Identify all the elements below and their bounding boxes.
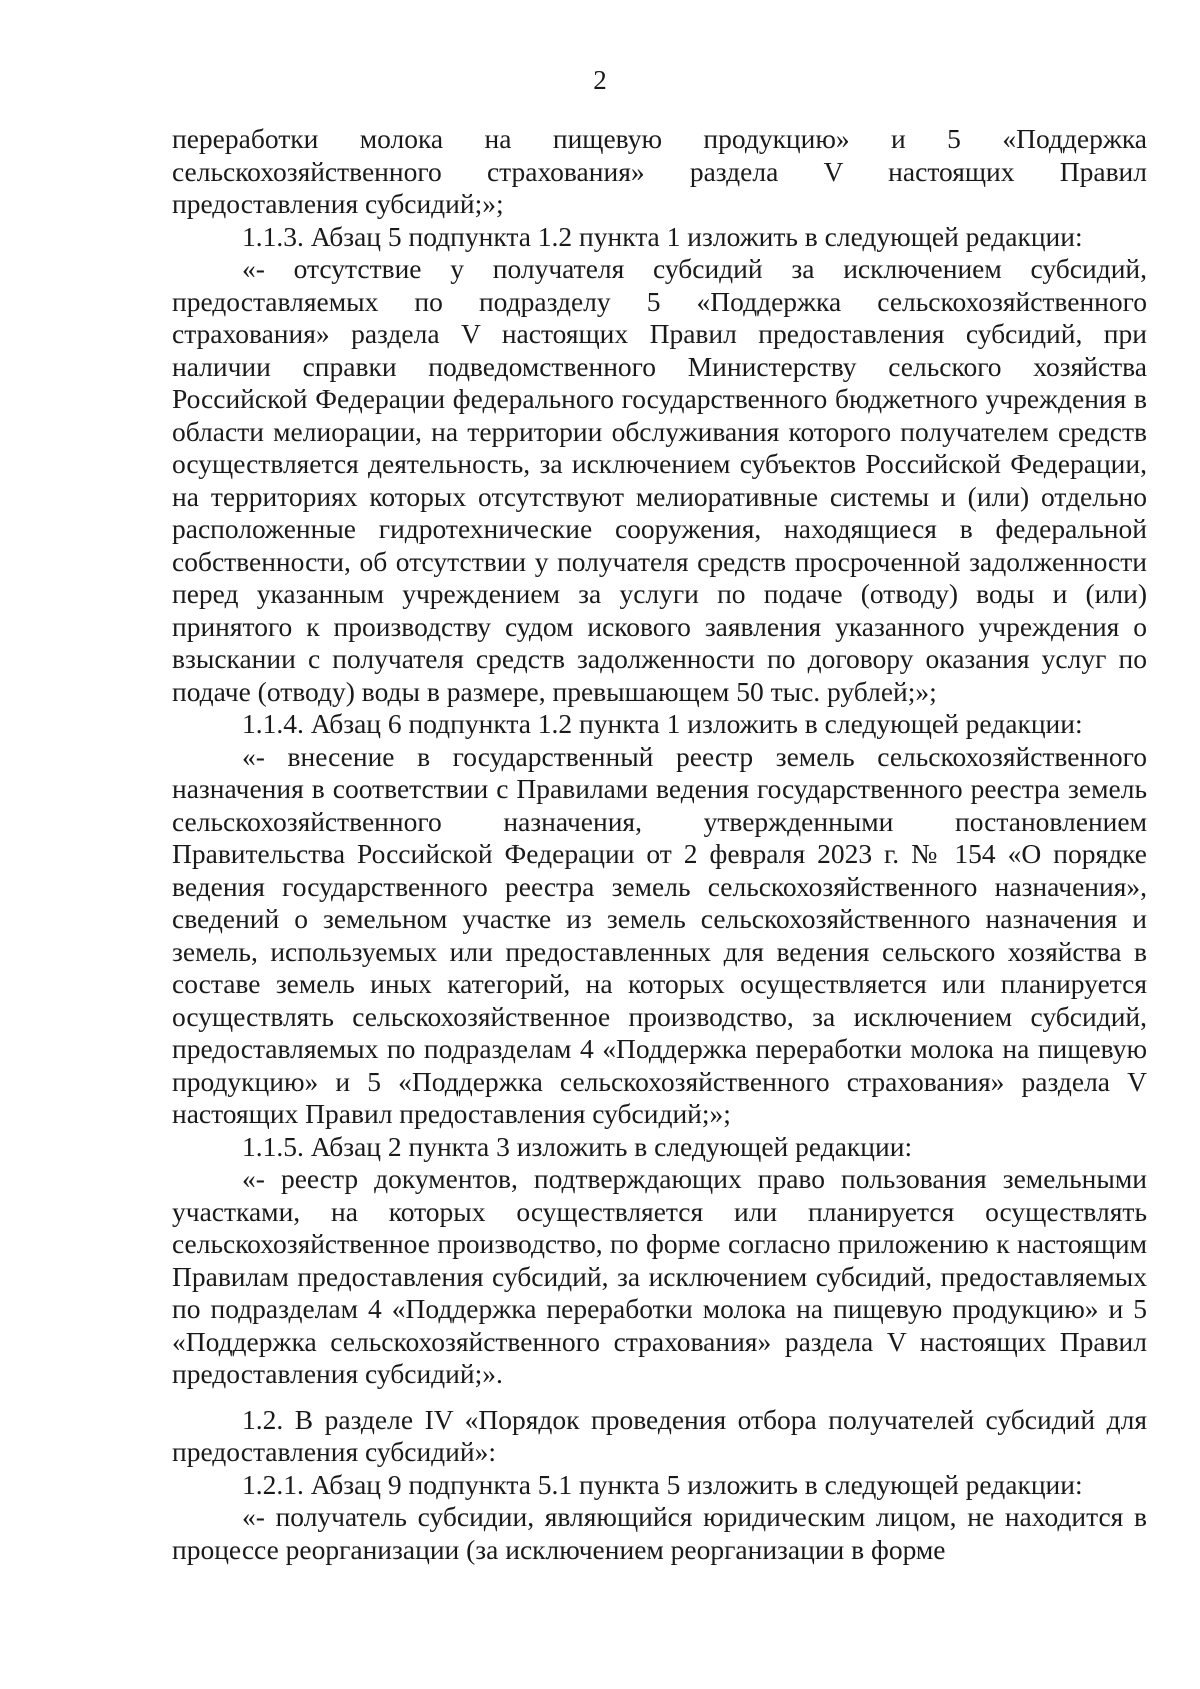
- paragraph-quote-absence-of-debt: «- отсутствие у получателя субсидий за исключением субсидий, предоставляемых по подразделу 5 «Поддержка сельскохозяйственного страхования» раздела V настоящих Правил предоставления субсидий, при наличии справки подведомственного Министерству сельского хозяйства Российской Федерации федерального государственного бюджетного учреждения в области мелиорации, на территории обслуживания которого получателем средств осуществляется деятельность, за исключением субъектов Российской Федерации, на территориях которых отсутствуют мелиоративные системы и (или) отдельно расположенные гидротехнические сооружения, находящиеся в федеральной собственности, об отсутствии у получателя средств просроченной задолженности перед указанным учреждением за услуги по подаче (отводу) воды и (или) принятого к производству судом искового заявления указанного учреждения о взыскании с получателя средств задолженности по договору оказания услуг по подаче (отводу) воды в размере, превышающем 50 тыс. рублей;»;: [172, 253, 1147, 707]
- paragraph-item-1-1-3: 1.1.3. Абзац 5 подпункта 1.2 пункта 1 изложить в следующей редакции:: [242, 220, 1083, 252]
- paragraph-quote-document-registry: «- реестр документов, подтверждающих право пользования земельными участками, на которых осуществляется или планируется осуществлять сельскохозяйственное производство, по форме согласно приложению к настоящим Правилам предоставления субсидий, за исключением субсидий, предоставляемых по подразделам 4 «Поддержка переработки молока на пищевую продукцию» и 5 «Поддержка сельскохозяйственного страхования» раздела V настоящих Правил предоставления субсидий;».: [172, 1163, 1147, 1389]
- paragraph-quote-reorganization: «- получатель субсидии, являющийся юридическим лицом, не находится в процессе реорганизации (за исключением реорганизации в форме: [172, 1501, 1147, 1565]
- paragraph-quote-land-registry: «- внесение в государственный реестр земель сельскохозяйственного назначения в соответствии с Правилами ведения государственного реестра земель сельскохозяйственного назначения, утвержденными постановлением Правительства Российской Федерации от 2 февраля 2023 г. № 154 «О порядке ведения государственного реестра земель сельскохозяйственного назначения», сведений о земельном участке из земель сельскохозяйственного назначения и земель, используемых или предоставленных для ведения сельского хозяйства в составе земель иных категорий, на которых осуществляется или планируется осуществлять сельскохозяйственное производство, за исключением субсидий, предоставляемых по подразделам 4 «Поддержка переработки молока на пищевую продукцию» и 5 «Поддержка сельскохозяйственного страхования» раздела V настоящих Правил предоставления субсидий;»;: [172, 740, 1147, 1129]
- paragraph-item-1-1-4: 1.1.4. Абзац 6 подпункта 1.2 пункта 1 изложить в следующей редакции:: [242, 708, 1083, 739]
- paragraph-item-1-2: 1.2. В разделе IV «Порядок проведения отбора получателей субсидий для предоставления субсидий»:: [172, 1403, 1147, 1467]
- paragraph-item-1-2-1: 1.2.1. Абзац 9 подпункта 5.1 пункта 5 изложить в следующей редакции:: [242, 1468, 1083, 1500]
- paragraph-item-1-1-5: 1.1.5. Абзац 2 пункта 3 изложить в следующей редакции:: [242, 1130, 913, 1162]
- paragraph-continuation: переработки молока на пищевую продукцию» и 5 «Поддержка сельскохозяйственного страхования» раздела V настоящих Правил предоставления субсидий;»;: [172, 123, 1147, 219]
- document-body: [172, 123, 1147, 1566]
- page-number: 2: [593, 65, 607, 95]
